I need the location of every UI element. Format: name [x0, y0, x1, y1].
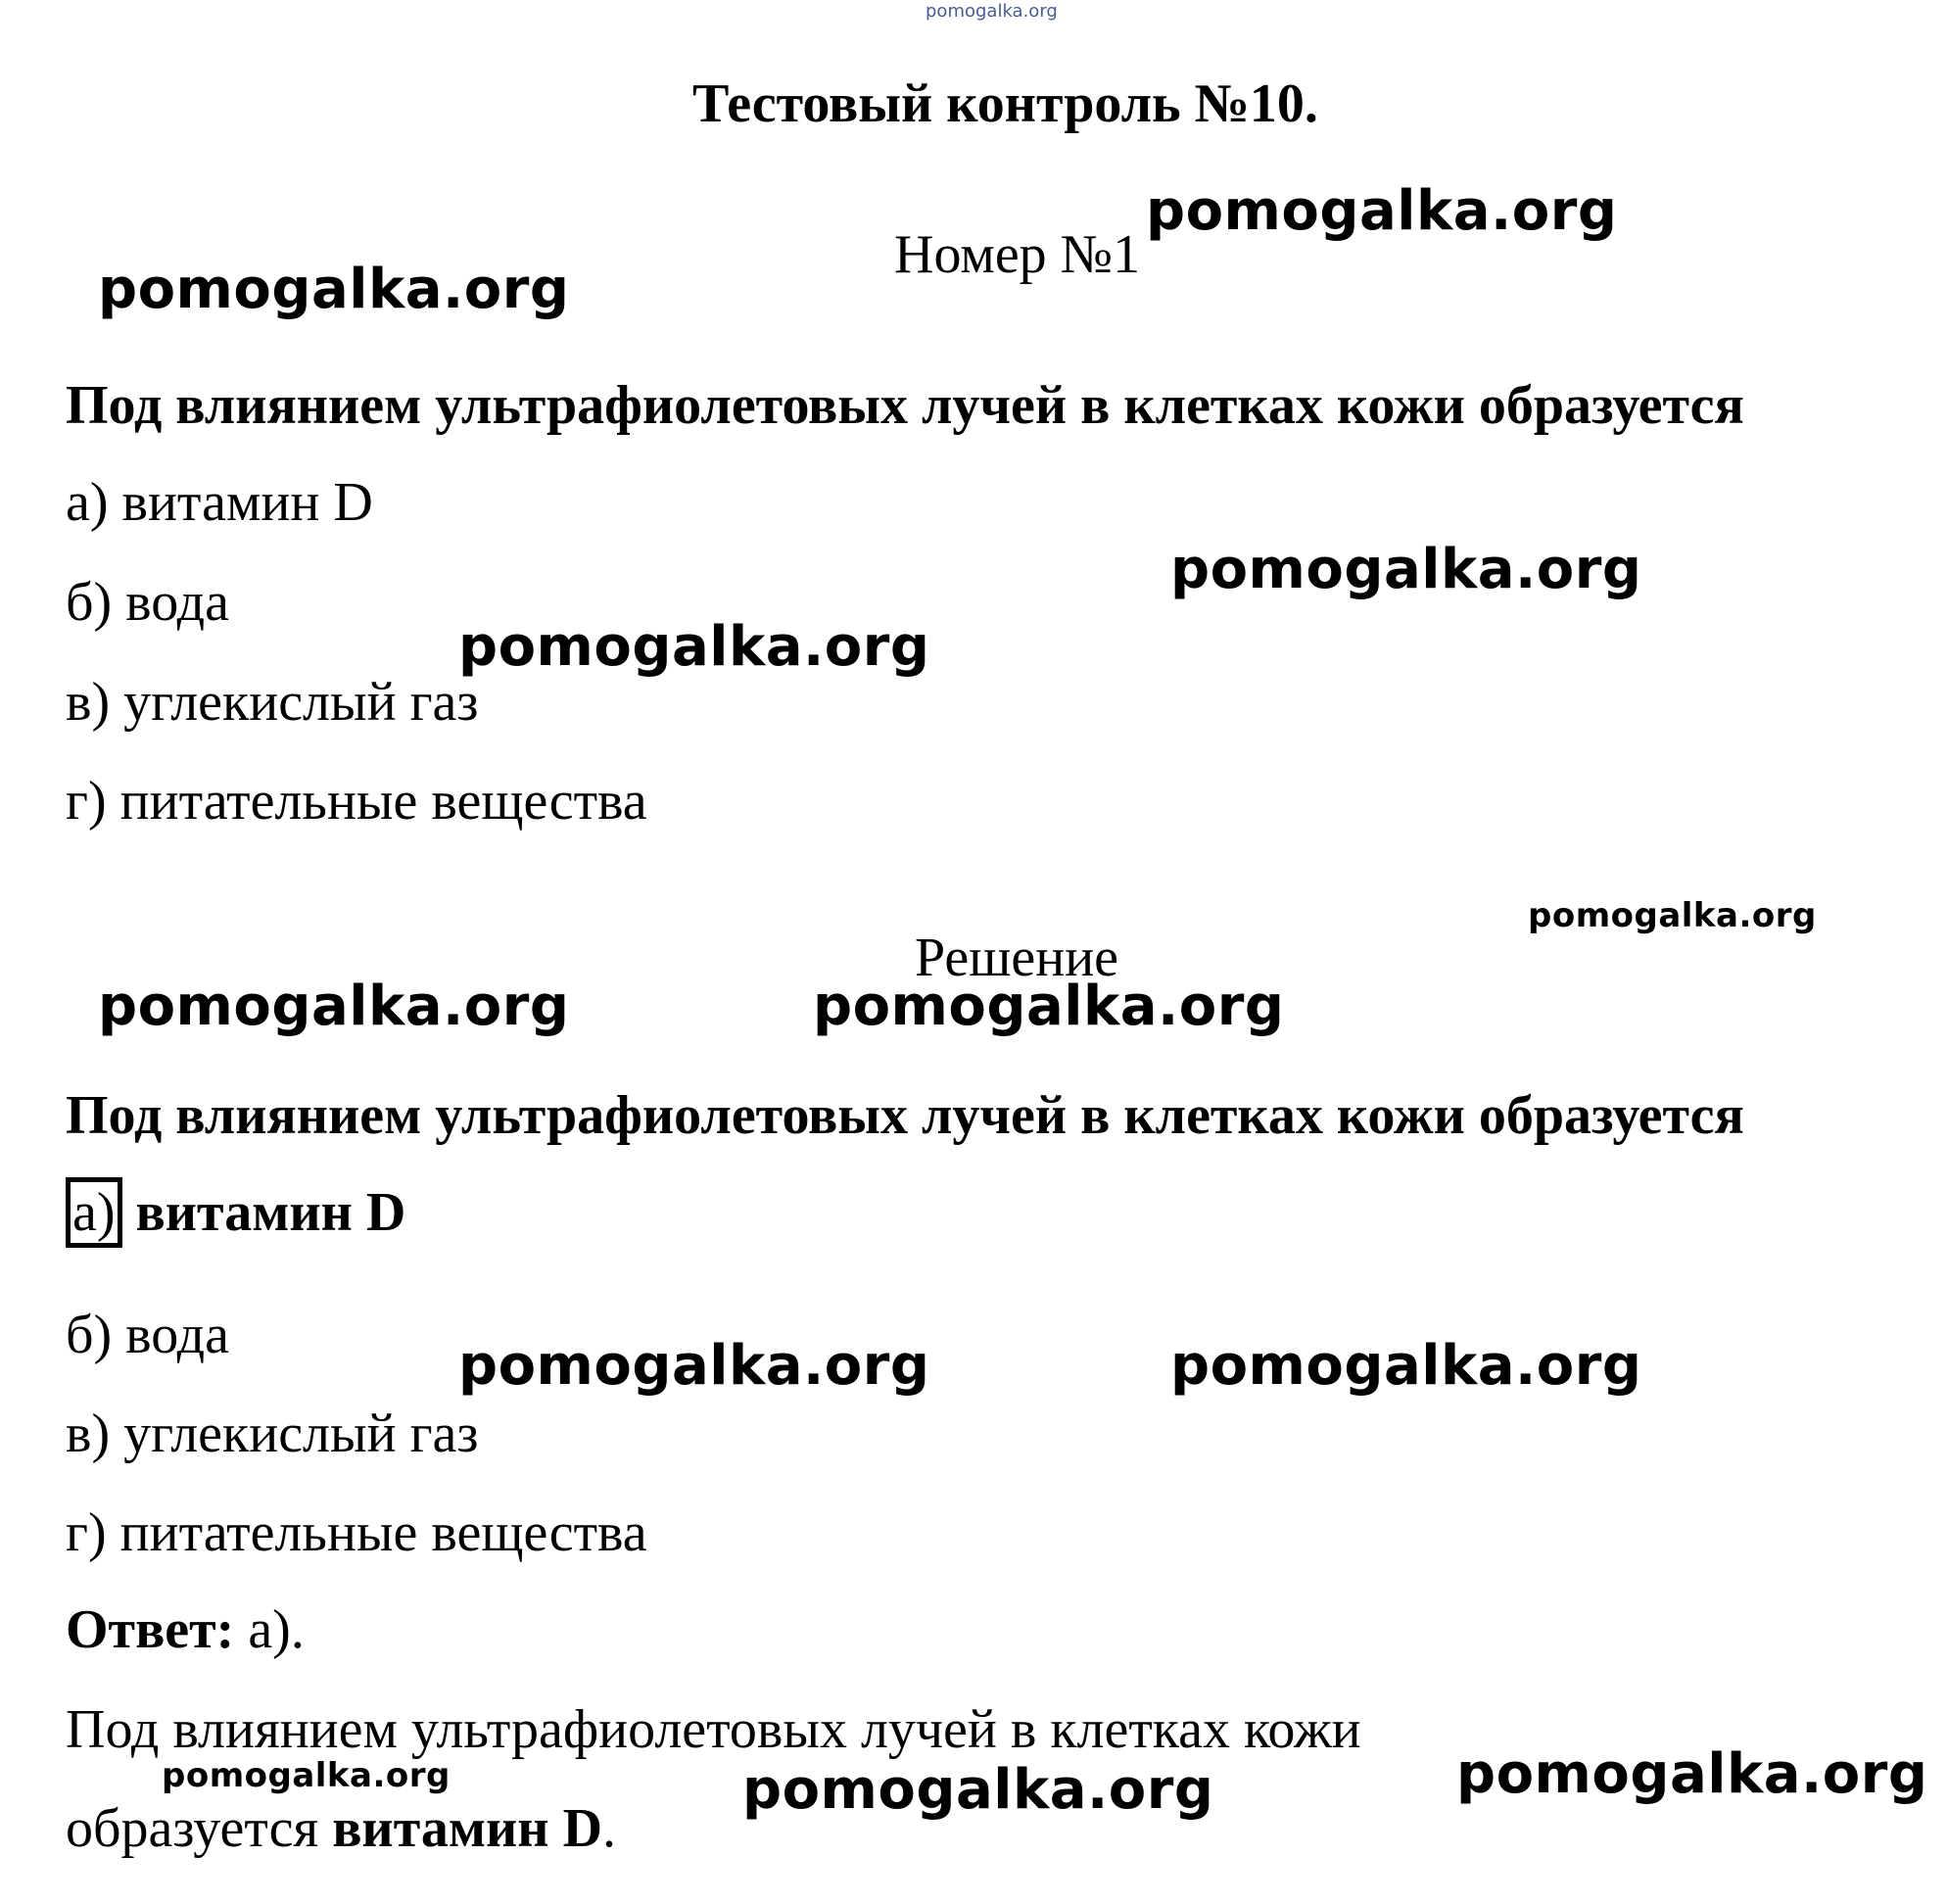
explanation-start: образуется [66, 1798, 319, 1859]
watermark: pomogalka.org [742, 1758, 1214, 1822]
explanation-bold: витамин D [332, 1798, 603, 1859]
watermark: pomogalka.org [458, 615, 930, 679]
answer-value: а). [248, 1599, 305, 1660]
question-text: Под влиянием ультрафиолетовых лучей в клетках кожи образуется [66, 375, 1744, 436]
page-title: Тестовый контроль №10. [692, 73, 1318, 134]
option-text: вода [125, 1305, 229, 1365]
option-c [66, 672, 479, 733]
option-letter: в) [66, 672, 111, 733]
option-letter: г) [66, 771, 107, 832]
watermark: pomogalka.org [1146, 179, 1618, 243]
watermark: pomogalka.org [162, 1756, 451, 1795]
correct-letter-box: а) [66, 1177, 122, 1248]
watermark: pomogalka.org [1170, 538, 1642, 601]
option-b [66, 572, 229, 633]
option-d [66, 771, 647, 832]
option-a [66, 472, 373, 533]
solution-option-a [66, 1182, 406, 1243]
solution-option-c [66, 1404, 479, 1464]
watermark: pomogalka.org [98, 975, 570, 1038]
option-text: углекислый газ [123, 672, 479, 733]
watermark: pomogalka.org [98, 258, 570, 321]
answer-line [66, 1599, 305, 1660]
watermark: pomogalka.org [458, 1334, 930, 1398]
watermark: pomogalka.org [813, 975, 1285, 1038]
answer-label: Ответ: [66, 1599, 235, 1660]
explanation-line-1: Под влиянием ультрафиолетовых лучей в клетках кожи [66, 1699, 1361, 1760]
top-watermark: pomogalka.org [926, 1, 1058, 22]
option-letter: б) [66, 572, 113, 633]
option-letter: а) [66, 472, 109, 533]
solution-question-text: Под влиянием ультрафиолетовых лучей в клетках кожи образуется [66, 1085, 1744, 1146]
option-text: питательные вещества [119, 1502, 647, 1563]
watermark: pomogalka.org [1528, 896, 1817, 935]
solution-heading: Решение [915, 928, 1119, 988]
option-letter: в) [66, 1404, 111, 1464]
option-letter: б) [66, 1305, 113, 1365]
option-letter: г) [66, 1502, 107, 1563]
task-number: Номер №1 [894, 224, 1141, 285]
option-text: витамин D [121, 472, 373, 533]
option-text: питательные вещества [119, 771, 647, 832]
watermark: pomogalka.org [1456, 1742, 1928, 1806]
explanation-end: . [602, 1798, 617, 1859]
correct-option-text: витамин D [135, 1182, 406, 1243]
solution-option-d [66, 1502, 647, 1563]
solution-option-b [66, 1305, 229, 1365]
watermark: pomogalka.org [1170, 1334, 1642, 1398]
option-text: углекислый газ [123, 1404, 479, 1464]
explanation-line-2 [66, 1798, 617, 1859]
option-text: вода [125, 572, 229, 633]
